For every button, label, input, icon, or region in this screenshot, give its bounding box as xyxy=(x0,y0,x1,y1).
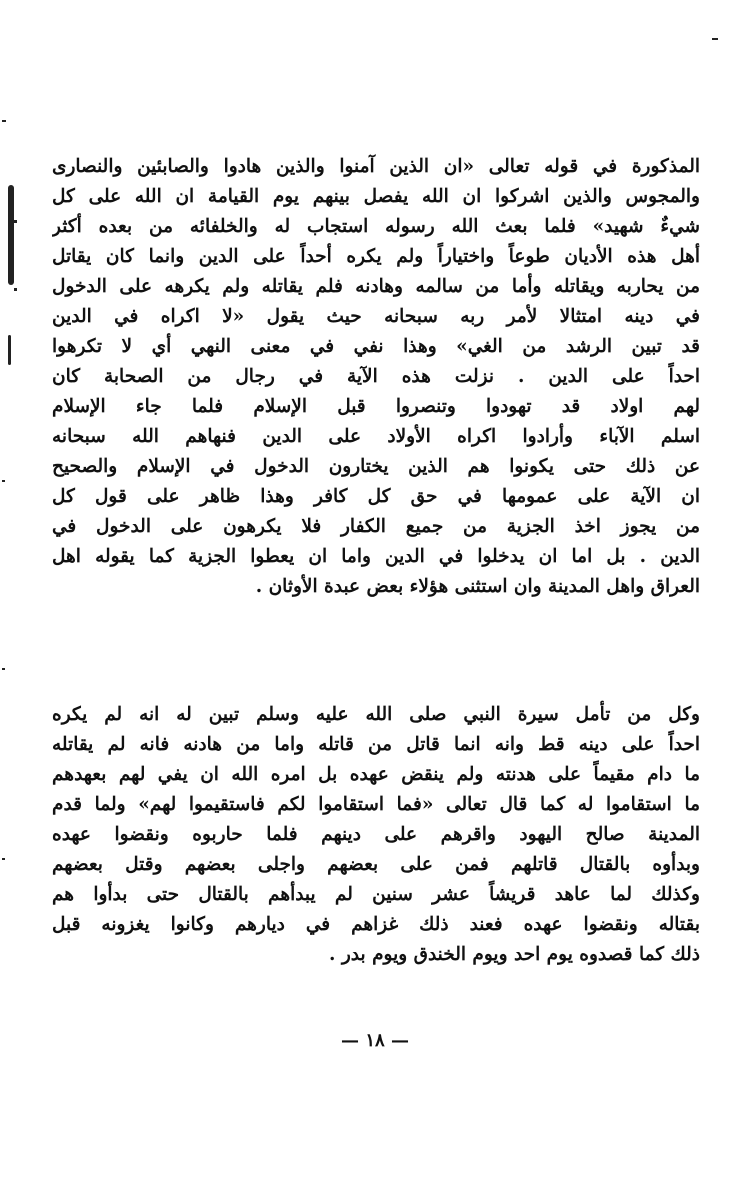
text-line: ما استقاموا له كما قال تعالى «فما استقاموا لكم فاستقيموا لهم» ولما قدم xyxy=(52,794,700,815)
paragraph-1 xyxy=(52,152,700,602)
text-line: ما دام مقيماً على هدنته ولم ينقض عهده بل امره الله ان يفي لهم بعهدهم xyxy=(52,764,700,785)
text-line: وكذلك لما عاهد قريشاً عشر سنين لم يبدأهم بالقتال حتى بدأوا هم xyxy=(52,884,700,905)
paragraph-2 xyxy=(52,700,700,970)
scan-mark xyxy=(2,480,5,482)
text-line: من يحاربه ويقاتله وأما من سالمه وهادنه فلم يقاتله ولم يكرهه على الدخول xyxy=(52,276,700,297)
text-line: في دينه امتثالا لأمر ربه سبحانه حيث يقول «لا اكراه في الدين xyxy=(52,306,700,327)
scan-mark xyxy=(2,858,5,860)
scan-mark xyxy=(2,668,5,670)
text-line: الدين . بل اما ان يدخلوا في الدين واما ان يعطوا الجزية كما يقوله اهل xyxy=(52,546,700,567)
text-line: قد تبين الرشد من الغي» وهذا نفي في معنى النهي أي لا تكرهوا xyxy=(52,336,700,357)
text-line: ان الآية على عمومها في حق كل كافر وهذا ظاهر على قول كل xyxy=(52,486,700,507)
text-line: بقتاله ونقضوا عهده فعند ذلك غزاهم في ديارهم وكانوا يغزونه قبل xyxy=(52,914,700,935)
text-line: عن ذلك حتى يكونوا هم الذين يختارون الدخول في الإسلام والصحيح xyxy=(52,456,700,477)
text-line: احداً على دينه قط وانه انما قاتل من قاتله واما من هادنه فانه لم يقاتله xyxy=(52,734,700,755)
scan-mark xyxy=(8,185,14,285)
text-line: العراق واهل المدينة وان استثنى هؤلاء بعض عبدة الأوثان . xyxy=(255,576,700,597)
scan-mark xyxy=(14,288,17,291)
page-number: — ١٨ — xyxy=(341,1030,409,1051)
text-line: والمجوس والذين اشركوا ان الله يفصل بينهم يوم القيامة ان الله على كل xyxy=(52,186,700,207)
scan-mark xyxy=(8,335,11,365)
text-line: وبدأوه بالقتال قاتلهم فمن على بعضهم واجلى بعضهم وقتل بعضهم xyxy=(52,854,700,875)
text-line: وكل من تأمل سيرة النبي صلى الله عليه وسلم تبين له انه لم يكره xyxy=(52,704,700,725)
text-line: اسلم الآباء وأرادوا اكراه الأولاد على الدين فنهاهم الله سبحانه xyxy=(52,426,700,447)
text-line: أهل هذه الأديان طوعاً واختياراً ولم يكره أحداً على الدين وانما كان يقاتل xyxy=(52,246,700,267)
text-line: المدينة صالح اليهود واقرهم على دينهم فلما حاربوه ونقضوا عهده xyxy=(52,824,700,845)
text-line: المذكورة في قوله تعالى «ان الذين آمنوا والذين هادوا والصابئين والنصارى xyxy=(52,156,700,177)
scan-mark xyxy=(14,220,17,223)
text-line: احداً على الدين . نزلت هذه الآية في رجال من الصحابة كان xyxy=(52,366,700,387)
text-line: ذلك كما قصدوه يوم احد ويوم الخندق ويوم بدر . xyxy=(328,944,700,965)
scan-mark xyxy=(2,120,6,122)
text-line: من يجوز اخذ الجزية من جميع الكفار فلا يكرهون على الدخول في xyxy=(52,516,700,537)
scan-mark xyxy=(712,38,718,40)
text-line: شيءٌ شهيد» فلما بعث الله رسوله استجاب له والخلفائه من بعده أكثر xyxy=(52,216,700,237)
text-line: لهم اولاد قد تهودوا وتنصروا قبل الإسلام فلما جاء الإسلام xyxy=(52,396,700,417)
